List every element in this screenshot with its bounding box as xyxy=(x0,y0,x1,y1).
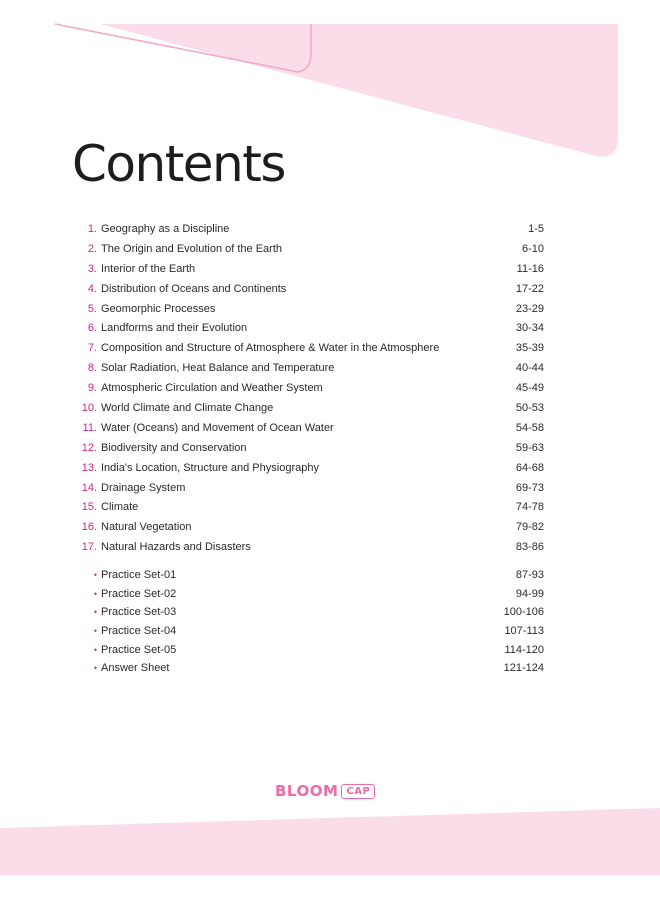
chapter-number: 4. xyxy=(87,282,97,295)
chapter-number: 10. xyxy=(81,401,97,414)
chapter-title: Composition and Structure of Atmosphere & Water in the Atmosphere xyxy=(101,342,440,355)
bottom-decoration xyxy=(0,800,660,900)
practice-pages: 121-124 xyxy=(503,662,544,675)
chapter-number: 14. xyxy=(81,481,97,494)
chapter-list xyxy=(78,219,544,557)
chapter-pages: 17-22 xyxy=(515,282,544,295)
toc-row[interactable] xyxy=(78,358,544,378)
chapter-number: 11. xyxy=(82,421,97,434)
chapter-pages: 54-58 xyxy=(515,421,544,434)
toc-row[interactable] xyxy=(78,478,544,498)
chapter-title: India's Location, Structure and Physiography xyxy=(101,461,319,474)
toc-row[interactable] xyxy=(78,497,544,517)
chapter-title: The Origin and Evolution of the Earth xyxy=(101,242,282,255)
practice-row[interactable] xyxy=(78,603,544,622)
chapter-title: Solar Radiation, Heat Balance and Temperature xyxy=(101,362,335,375)
practice-title: Practice Set-05 xyxy=(101,643,177,656)
page-title: Contents xyxy=(72,135,285,193)
chapter-number: 17. xyxy=(81,541,97,554)
chapter-pages: 79-82 xyxy=(515,521,544,534)
chapter-pages: 30-34 xyxy=(515,322,544,335)
toc-row[interactable] xyxy=(78,299,544,319)
chapter-title: Drainage System xyxy=(101,481,186,494)
chapter-number: 7. xyxy=(87,342,97,355)
bullet-icon: • xyxy=(93,644,97,655)
practice-title: Practice Set-03 xyxy=(101,606,177,619)
practice-pages: 87-93 xyxy=(515,569,544,582)
brand-logo xyxy=(275,782,375,800)
toc-row[interactable] xyxy=(78,239,544,259)
chapter-title: Water (Oceans) and Movement of Ocean Water xyxy=(101,421,334,434)
chapter-title: Distribution of Oceans and Continents xyxy=(101,282,287,295)
toc-row[interactable] xyxy=(78,279,544,299)
chapter-title: Climate xyxy=(101,501,139,514)
chapter-number: 15. xyxy=(81,501,97,514)
chapter-pages: 74-78 xyxy=(515,501,544,514)
chapter-number: 5. xyxy=(87,302,97,315)
practice-title: Answer Sheet xyxy=(101,662,170,675)
chapter-pages: 1-5 xyxy=(528,222,544,235)
chapter-pages: 35-39 xyxy=(515,342,544,355)
chapter-number: 1. xyxy=(87,222,97,235)
chapter-title: Natural Vegetation xyxy=(101,521,192,534)
chapter-number: 8. xyxy=(87,362,97,375)
chapter-number: 2. xyxy=(87,242,97,255)
practice-row[interactable] xyxy=(78,622,544,641)
toc-row[interactable] xyxy=(78,338,544,358)
toc-row[interactable] xyxy=(78,458,544,478)
chapter-title: Biodiversity and Conservation xyxy=(101,441,247,454)
bullet-icon: • xyxy=(93,570,97,581)
practice-pages: 107-113 xyxy=(504,625,544,638)
practice-pages: 100-106 xyxy=(503,606,544,619)
chapter-pages: 50-53 xyxy=(515,401,544,414)
toc-row[interactable] xyxy=(78,398,544,418)
practice-title: Practice Set-01 xyxy=(101,569,177,582)
practice-pages: 94-99 xyxy=(515,587,544,600)
chapter-title: Geography as a Discipline xyxy=(101,222,230,235)
toc-row[interactable] xyxy=(78,517,544,537)
toc-row[interactable] xyxy=(78,378,544,398)
chapter-title: Atmospheric Circulation and Weather System xyxy=(101,382,323,395)
practice-title: Practice Set-04 xyxy=(101,625,177,638)
practice-list xyxy=(78,566,544,678)
bullet-icon: • xyxy=(93,607,97,618)
practice-title: Practice Set-02 xyxy=(101,587,177,600)
chapter-number: 16. xyxy=(81,521,97,534)
chapter-pages: 83-86 xyxy=(515,541,544,554)
toc-row[interactable] xyxy=(78,259,544,279)
chapter-number: 9. xyxy=(87,382,97,395)
chapter-title: Landforms and their Evolution xyxy=(101,322,248,335)
chapter-pages: 69-73 xyxy=(515,481,544,494)
toc-row[interactable] xyxy=(78,418,544,438)
practice-row[interactable] xyxy=(78,585,544,604)
toc-row[interactable] xyxy=(78,537,544,557)
chapter-number: 6. xyxy=(87,322,97,335)
chapter-pages: 45-49 xyxy=(515,382,544,395)
chapter-title: World Climate and Climate Change xyxy=(101,401,274,414)
toc-row[interactable] xyxy=(78,318,544,338)
chapter-pages: 64-68 xyxy=(515,461,544,474)
logo-main-text: BLOOM xyxy=(275,782,339,800)
practice-row[interactable] xyxy=(78,659,544,678)
chapter-number: 12. xyxy=(81,441,97,454)
chapter-title: Natural Hazards and Disasters xyxy=(101,541,251,554)
chapter-pages: 59-63 xyxy=(515,441,544,454)
practice-row[interactable] xyxy=(78,640,544,659)
chapter-title: Geomorphic Processes xyxy=(101,302,216,315)
chapter-pages: 11-16 xyxy=(516,262,544,275)
practice-row[interactable] xyxy=(78,566,544,585)
chapter-pages: 6-10 xyxy=(521,242,544,255)
logo-box-text: CAP xyxy=(341,784,375,799)
bullet-icon: • xyxy=(93,663,97,674)
chapter-title: Interior of the Earth xyxy=(101,262,196,275)
chapter-pages: 40-44 xyxy=(515,362,544,375)
chapter-number: 3. xyxy=(87,262,97,275)
toc-row[interactable] xyxy=(78,438,544,458)
practice-pages: 114-120 xyxy=(504,643,544,656)
chapter-pages: 23-29 xyxy=(515,302,544,315)
bullet-icon: • xyxy=(93,588,97,599)
toc-row[interactable] xyxy=(78,219,544,239)
bullet-icon: • xyxy=(93,626,97,637)
chapter-number: 13. xyxy=(81,461,97,474)
